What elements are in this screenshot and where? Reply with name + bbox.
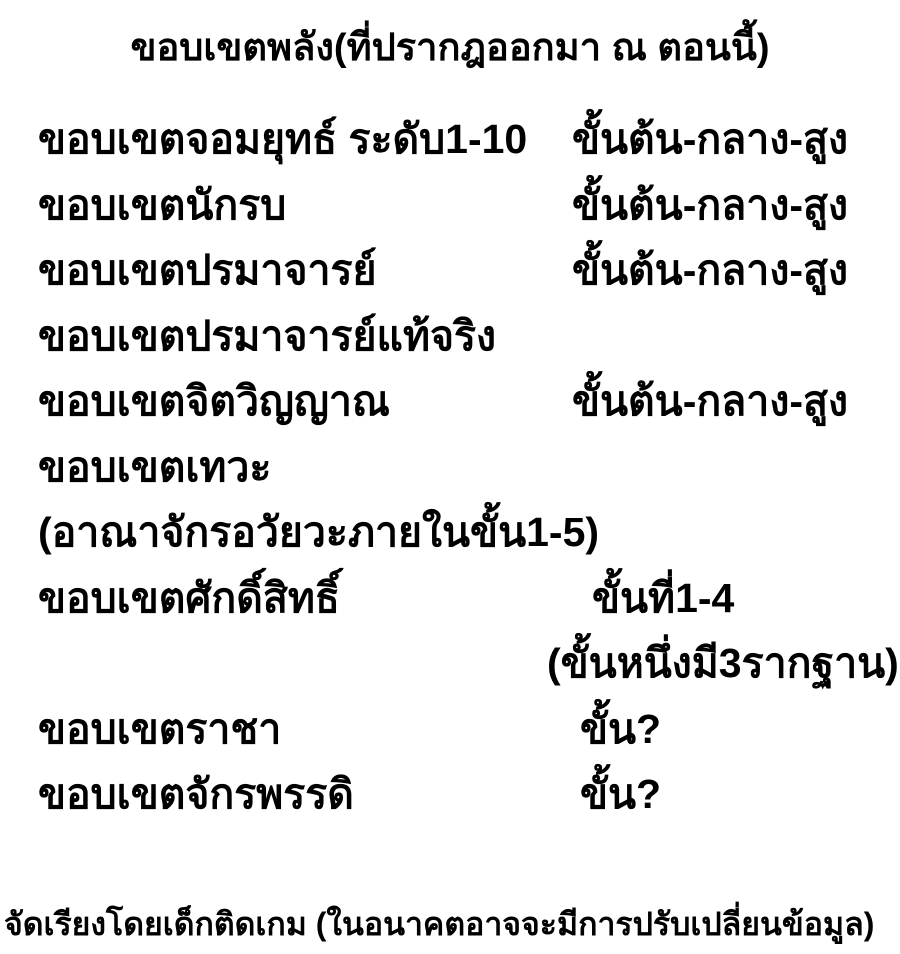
realm-name: ขอบเขตปรมาจารย์แท้จริง (38, 312, 497, 359)
realm-row (0, 304, 900, 370)
realm-row (0, 435, 900, 501)
credit-note: จัดเรียงโดยเด็กติดเกม (ในอนาคตอาจจะมีการปรับเปลี่ยนข้อมูล) (4, 906, 875, 942)
realm-row (0, 631, 900, 697)
realm-stages: (ขั้นหนึ่งมี3รากฐาน) (547, 640, 899, 686)
page-title: ขอบเขตพลัง(ที่ปรากฎออกมา ณ ตอนนี้) (130, 27, 770, 69)
realm-name: ขอบเขตเทวะ (38, 443, 272, 490)
realm-name: (อาณาจักรอวัยวะภายในขั้น1-5) (38, 509, 600, 555)
realm-list (0, 107, 900, 828)
realm-name: ขอบเขตศักดิ์สิทธิ์ (38, 574, 340, 621)
realm-name: ขอบเขตจักรพรรดิ (38, 771, 354, 817)
realm-stages: ขั้น? (580, 705, 662, 752)
realm-name: ขอบเขตนักรบ (38, 181, 287, 228)
realm-stages: ขั้นต้น-กลาง-สูง (572, 116, 849, 162)
realm-row (0, 566, 900, 632)
realm-row (0, 107, 900, 173)
realm-row (0, 173, 900, 239)
realm-name: ขอบเขตราชา (38, 705, 282, 752)
realm-row (0, 697, 900, 763)
realm-stages: ขั้นต้น-กลาง-สูง (572, 378, 849, 424)
realm-row (0, 369, 900, 435)
realm-name: ขอบเขตปรมาจารย์ (38, 247, 377, 293)
realm-stages: ขั้น? (580, 771, 662, 817)
realm-stages: ขั้นต้น-กลาง-สูง (572, 247, 849, 293)
realm-row (0, 500, 900, 566)
realm-row (0, 762, 900, 828)
realm-stages: ขั้นต้น-กลาง-สูง (572, 181, 849, 228)
realm-stages: ขั้นที่1-4 (592, 574, 735, 621)
realm-row (0, 238, 900, 304)
realm-name: ขอบเขตจิตวิญญาณ (38, 378, 390, 424)
realm-name: ขอบเขตจอมยุทธ์ ระดับ1-10 (38, 116, 528, 162)
